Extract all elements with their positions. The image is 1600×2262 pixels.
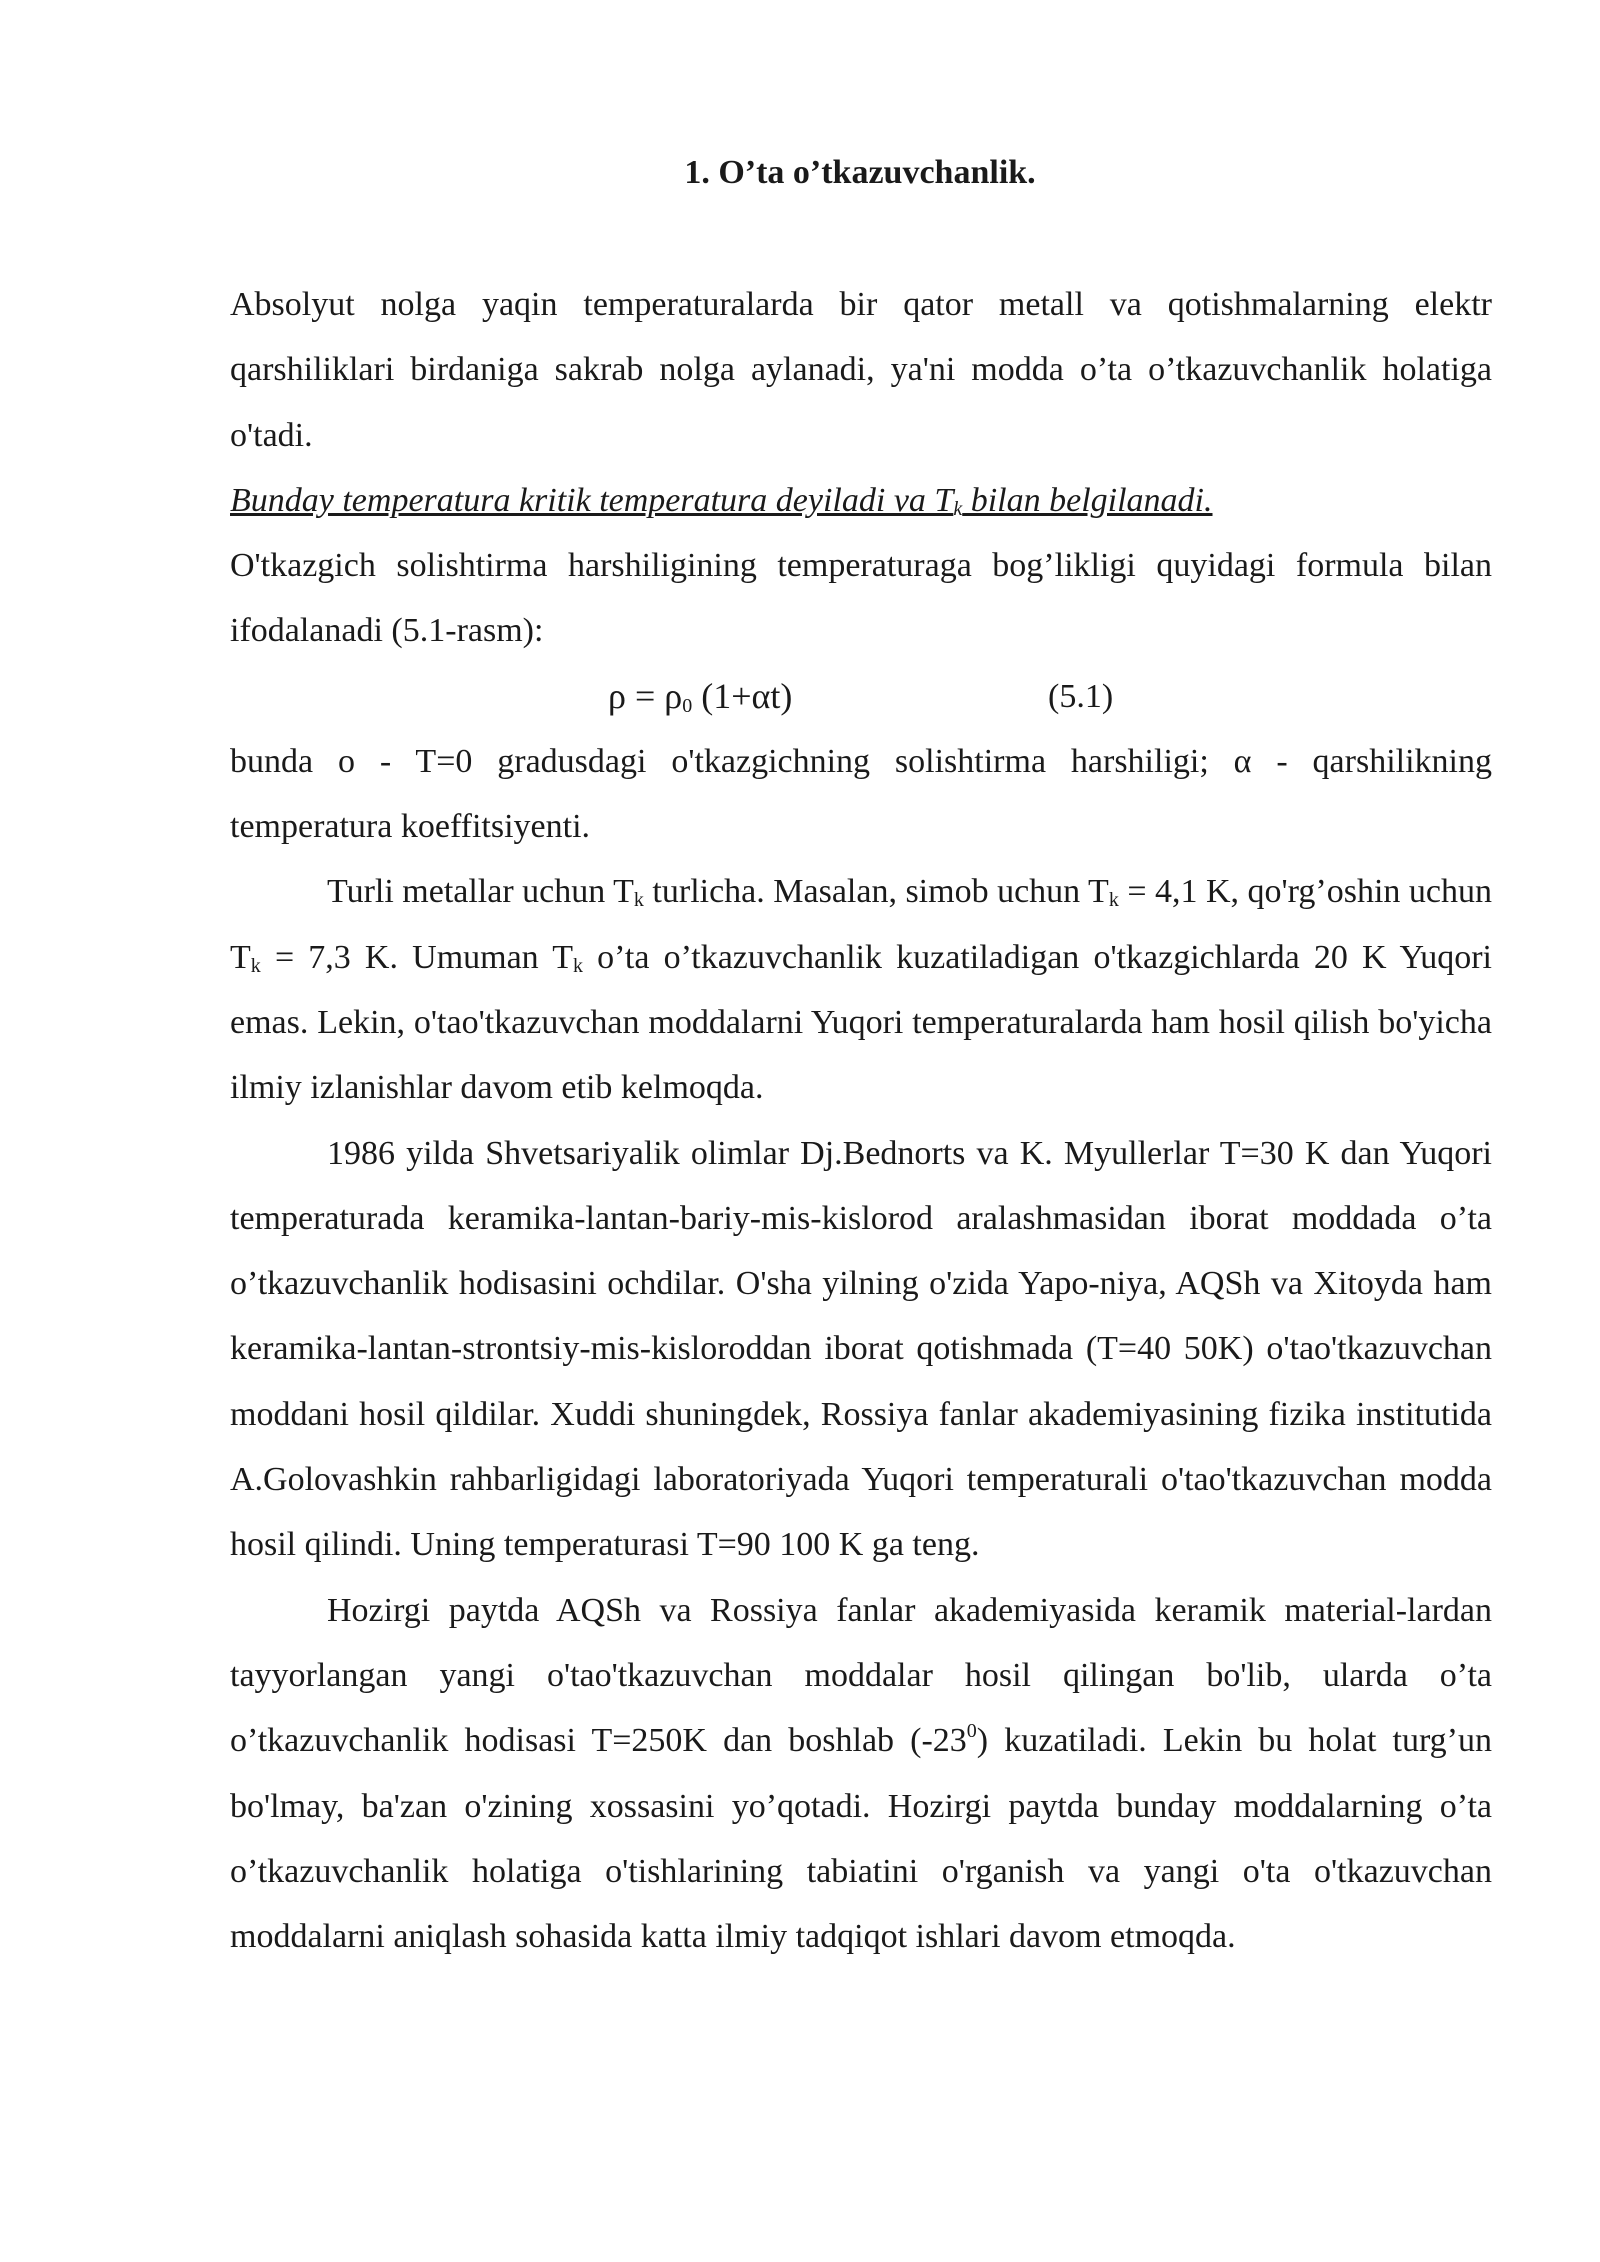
formula-expression [608, 664, 792, 729]
definition-line [230, 468, 1492, 533]
tk-text-5: o’ta o’tkazuvchanlik kuzatiladigan o'tkazgichlarda 20 K Yuqori emas. Lekin, o'tao'tkazuvchan moddalarni Yuqori temperaturalarda ham hosil qilish bo'yicha ilmiy izlanishlar davom etib kelmoqda. [230, 938, 1493, 1107]
tk-text-1: Turli metallar uchun T [327, 873, 634, 911]
tk-text-2: turlicha. Masalan, simob uchun T [643, 873, 1109, 911]
body-text [230, 272, 1492, 1969]
formula-lhs: ρ = ρ [608, 675, 683, 716]
intro-paragraph: Absolyut nolga yaqin temperaturalarda bir qator metall va qotishmalarning elektr qarshiliklari birdaniga sakrab nolga aylanadi, ya'ni modda o’ta o’tkazuvchanlik holatiga o'tadi. [230, 286, 1492, 454]
definition-text: Bunday temperatura kritik temperatura deyiladi va T [230, 481, 954, 519]
tk-subscript: k [1108, 889, 1119, 912]
degree-superscript: 0 [966, 1720, 977, 1743]
tk-text-4: = 7,3 K. Umuman T [260, 938, 573, 976]
formula-number: (5.1) [1048, 677, 1114, 715]
formula-intro: O'tkazgich solishtirma harshiligining temperaturaga bog’likligi quyidagi formula bilan ifodalanadi (5.1-rasm): [230, 547, 1492, 650]
where-paragraph: bunda o - T=0 gradusdagi o'tkazgichning solishtirma harshiligi; α - qarshilikning temperatura koeffitsiyenti. [230, 742, 1492, 846]
formula-subscript: 0 [682, 694, 693, 717]
tk-subscript: k [633, 889, 644, 912]
tk-subscript: k [573, 954, 583, 977]
tk-paragraph [230, 859, 1492, 1120]
formula-line [230, 664, 1492, 729]
section-title: 1. O’ta o’tkazuvchanlik. [684, 154, 1036, 191]
definition-subscript: k [953, 497, 963, 520]
tk-text-3: = 4,1 K, qo'rg’oshin uchun T [230, 873, 1492, 976]
modern-paragraph [230, 1578, 1492, 1970]
tk-subscript: k [250, 954, 261, 977]
definition-tail: bilan belgilanadi. [962, 481, 1213, 519]
modern-tail: ) kuzatiladi. Lekin bu holat turg’un bo'lmay, ba'zan o'zining xossasini yo’qotadi. Hozirgi paytda bunday moddalarning o’ta o’tkazuvchanlik holatiga o'tishlarining tabiatini o'rganish va yangi o'ta o'tkazuvchan moddalarni aniqlash sohasida katta ilmiy tadqiqot ishlari davom etmoqda. [230, 1722, 1492, 1956]
modern-text: Hozirgi paytda AQSh va Rossiya fanlar akademiyasida keramik material-lardan tayyorlangan yangi o'tao'tkazuvchan moddalar hosil qilingan bo'lib, ularda o’ta o’tkazuvchanlik hodisasi T=250K dan boshlab (-23 [230, 1591, 1492, 1760]
history-paragraph: 1986 yilda Shvetsariyalik olimlar Dj.Bednorts va K. Myullerlar T=30 K dan Yuqori temperaturada keramika-lantan-bariy-mis-kislorod aralashmasidan iborat moddada o’ta o’tkazuvchanlik hodisasini ochdilar. O'sha yilning o'zida Yapo-niya, AQSh va Xitoyda ham keramika-lantan-strontsiy-mis-kisloroddan iborat qotishmada (T=40 50K) o'tao'tkazuvchan moddani hosil qildilar. Xuddi shuningdek, Rossiya fanlar akademiyasining fizika institutida A.Golovashkin rahbarligidagi laboratoriyada Yuqori temperaturali o'tao'tkazuvchan modda hosil qilindi. Uning temperaturasi T=90 100 K ga teng. [230, 1134, 1492, 1564]
formula-rhs: (1+αt) [692, 675, 793, 716]
